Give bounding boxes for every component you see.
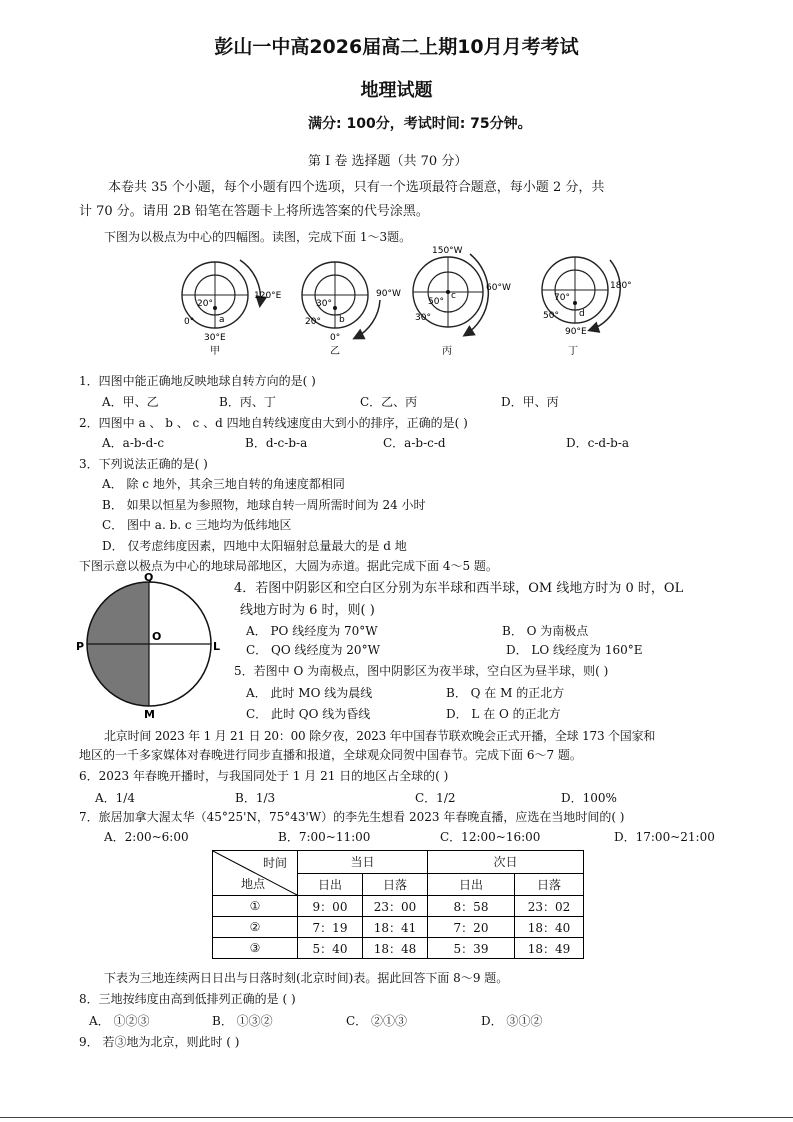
- q4-stem-line-2: 线地方时为 6 时，则( ): [240, 603, 375, 618]
- q9-stem: 9． 若③地为北京，则此时 ( ): [79, 1035, 240, 1049]
- diagram-yi-name: 乙: [330, 346, 340, 357]
- diagram-bing-name: 丙: [442, 346, 452, 357]
- place-cell: ③: [213, 938, 298, 959]
- q5-option-a: A． 此时 MO 线为晨线: [246, 686, 373, 700]
- d2-sunset-cell: 18：40: [515, 917, 584, 938]
- label-m: M: [144, 708, 155, 720]
- diagram-jia-label-1: 120°E: [254, 291, 282, 301]
- table-caption: 下表为三地连续两日日出与日落时刻(北京时间)表。据此回答下面 8～9 题。: [104, 971, 509, 985]
- q1-option-a: A．甲、乙: [102, 395, 159, 409]
- diagram-jia-name: 甲: [210, 346, 220, 357]
- diagram-ding-label-2: 70°: [554, 293, 570, 303]
- corner-top-label: 时间: [262, 856, 287, 870]
- sub-header-day2-sunset: 日落: [515, 873, 584, 896]
- q6-option-c: C．1/2: [415, 791, 456, 805]
- diagram-ding-label-4: 90°E: [565, 327, 587, 337]
- diagram-ding-label-3: 50°: [543, 311, 559, 321]
- q3-stem: 3．下列说法正确的是( ): [79, 457, 208, 471]
- q2-option-b: B．d-c-b-a: [245, 436, 308, 450]
- q6-option-d: D．100%: [561, 791, 617, 805]
- place-cell: ②: [213, 917, 298, 938]
- d1-sunrise-cell: 5：40: [298, 938, 363, 959]
- header-day1: 当日: [298, 851, 428, 874]
- diagram-bing-label-4: 30°: [415, 313, 431, 323]
- q7-option-a: A．2:00~6:00: [104, 830, 189, 844]
- sub-header-day1-sunrise: 日出: [298, 873, 363, 896]
- q3-option-a: A． 除 c 地外，其余三地自转的角速度都相同: [102, 477, 345, 491]
- d2-sunrise-cell: 8：58: [428, 896, 515, 917]
- d2-sunset-cell: 23：02: [515, 896, 584, 917]
- diagram-yi: [302, 262, 401, 357]
- page-bottom-divider: [0, 1117, 793, 1118]
- q6-stem: 6．2023 年春晚开播时，与我国同处于 1 月 21 日的地区占全球的( ): [79, 769, 449, 783]
- exam-title: 彭山一中高2026届高二上期10月月考考试: [214, 36, 579, 58]
- q3-option-c: C． 图中 a. b. c 三地均为低纬地区: [102, 518, 292, 532]
- diagram-ding-label-1: 180°: [610, 281, 632, 291]
- diagram-ding: [542, 257, 632, 357]
- q7-option-b: B．7:00~11:00: [278, 830, 371, 844]
- diagram-jia: [182, 260, 282, 357]
- corner-bottom-label: 地点: [241, 877, 266, 891]
- diagram-yi-label-1: 90°W: [376, 289, 401, 299]
- diagram-yi-label-3: 20°: [305, 317, 321, 327]
- q8-option-c: C． ②①③: [346, 1014, 407, 1028]
- q3-option-d: D． 仅考虑纬度因素，四地中太阳辐射总量最大的是 d 地: [102, 539, 407, 553]
- q4-option-c: C． QO 线经度为 20°W: [246, 643, 380, 657]
- q2-option-c: C．a-b-c-d: [383, 436, 446, 450]
- q5-option-b: B． Q 在 M 的正北方: [446, 686, 565, 700]
- header-day2: 次日: [428, 851, 584, 874]
- diagram-jia-label-2: 20°: [197, 299, 213, 309]
- d2-sunrise-cell: 5：39: [428, 938, 515, 959]
- q1-option-c: C．乙、丙: [360, 395, 418, 409]
- q4-stem-line-1: 4．若图中阴影区和空白区分别为东半球和西半球，OM 线地方时为 0 时，OL: [234, 581, 684, 596]
- d2-sunset-cell: 18：49: [515, 938, 584, 959]
- intro-line-2: 计 70 分。请用 2B 铅笔在答题卡上将所选答案的代号涂黑。: [79, 204, 429, 219]
- table-row: [213, 896, 584, 917]
- sunrise-sunset-table: [212, 850, 584, 959]
- label-q: Q: [144, 572, 154, 584]
- q6-option-a: A．1/4: [95, 791, 135, 805]
- diagram-jia-label-4: 30°E: [204, 333, 226, 343]
- d1-sunset-cell: 23：00: [363, 896, 428, 917]
- q5-option-c: C． 此时 QO 线为昏线: [246, 707, 371, 721]
- q1-option-d: D．甲、丙: [501, 395, 559, 409]
- diagram-ding-name: 丁: [568, 346, 578, 357]
- q7-stem: 7．旅居加拿大渥太华（45°25'N，75°43'W）的李先生想看 2023 年春晚直播，应选在当地时间的( ): [79, 810, 625, 824]
- label-o: O: [152, 630, 162, 643]
- q4-option-a: A． PO 线经度为 70°W: [246, 624, 378, 638]
- table-row: [213, 938, 584, 959]
- q2-option-d: D．c-d-b-a: [566, 436, 630, 450]
- q4-option-b: B． O 为南极点: [502, 624, 589, 638]
- intro-line-1: 本卷共 35 个小题，每个小题有四个选项，只有一个选项最符合题意，每小题 2 分，共: [108, 180, 605, 195]
- diagram-yi-point: b: [339, 315, 345, 325]
- passage-line-2: 地区的一千多家媒体对春晚进行同步直播和报道，全球观众同贺中国春节。完成下面 6～7 题。: [79, 748, 582, 762]
- sub-header-day2-sunrise: 日出: [428, 873, 515, 896]
- q5-option-d: D． L 在 O 的正北方: [446, 707, 561, 721]
- fig1-caption: 下图为以极点为中心的四幅图。读图，完成下面 1～3题。: [104, 230, 412, 244]
- q7-option-d: D．17:00~21:00: [614, 830, 715, 844]
- sub-header-day1-sunset: 日落: [363, 873, 428, 896]
- score-info: 满分: 100分，考试时间: 75分钟。: [308, 116, 532, 132]
- diagram-ding-point: d: [579, 309, 585, 319]
- q8-stem: 8．三地按纬度由高到低排列正确的是 ( ): [79, 992, 296, 1006]
- place-cell: ①: [213, 896, 298, 917]
- diagram-jia-point: a: [219, 315, 225, 325]
- d1-sunset-cell: 18：48: [363, 938, 428, 959]
- q2-option-a: A．a-b-d-c: [102, 436, 165, 450]
- q1-option-b: B．丙、丁: [219, 395, 276, 409]
- q4-option-d: D． LO 线经度为 160°E: [506, 643, 643, 657]
- q5-stem: 5．若图中 O 为南极点，图中阴影区为夜半球，空白区为昼半球，则( ): [234, 664, 609, 678]
- q3-option-b: B． 如果以恒星为参照物，地球自转一周所需时间为 24 小时: [102, 498, 426, 512]
- q8-option-b: B． ①③②: [212, 1014, 273, 1028]
- passage-line-1: 北京时间 2023 年 1 月 21 日 20：00 除夕夜，2023 年中国春节联欢晚会正式开播，全球 173 个国家和: [104, 729, 656, 743]
- diagram-bing-label-2: 60°W: [486, 283, 511, 293]
- label-p: P: [76, 640, 85, 653]
- d2-sunrise-cell: 7：20: [428, 917, 515, 938]
- diagram-yi-label-4: 0°: [330, 333, 341, 343]
- hemisphere-figure: [74, 572, 224, 720]
- q6-option-b: B．1/3: [235, 791, 276, 805]
- d1-sunrise-cell: 7：19: [298, 917, 363, 938]
- diagram-bing-label-3: 50°: [428, 297, 444, 307]
- diagram-bing-label-1: 150°W: [432, 246, 463, 256]
- polar-diagrams-figure: [170, 240, 640, 360]
- q7-option-c: C．12:00~16:00: [440, 830, 541, 844]
- table-row: [213, 917, 584, 938]
- fig2-caption: 下图示意以极点为中心的地球局部地区，大圆为赤道。据此完成下面 4～5 题。: [79, 559, 498, 573]
- d1-sunrise-cell: 9：00: [298, 896, 363, 917]
- diagram-bing-point: c: [451, 291, 456, 301]
- label-l: L: [213, 640, 221, 653]
- q8-option-a: A． ①②③: [89, 1014, 150, 1028]
- q8-option-d: D． ③①②: [481, 1014, 543, 1028]
- d1-sunset-cell: 18：41: [363, 917, 428, 938]
- table-corner-cell: [213, 851, 298, 896]
- section-heading: 第 I 卷 选择题（共 70 分）: [308, 154, 468, 169]
- q2-stem: 2．四图中 a 、 b 、 c 、d 四地自转线速度由大到小的排序，正确的是( ): [79, 416, 468, 430]
- subject-title: 地理试题: [360, 80, 433, 101]
- q1-stem: 1．四图中能正确地反映地球自转方向的是( ): [79, 374, 316, 388]
- diagram-yi-label-2: 30°: [316, 299, 332, 309]
- diagram-jia-label-3: 0°: [184, 317, 195, 327]
- diagram-bing: [413, 246, 511, 357]
